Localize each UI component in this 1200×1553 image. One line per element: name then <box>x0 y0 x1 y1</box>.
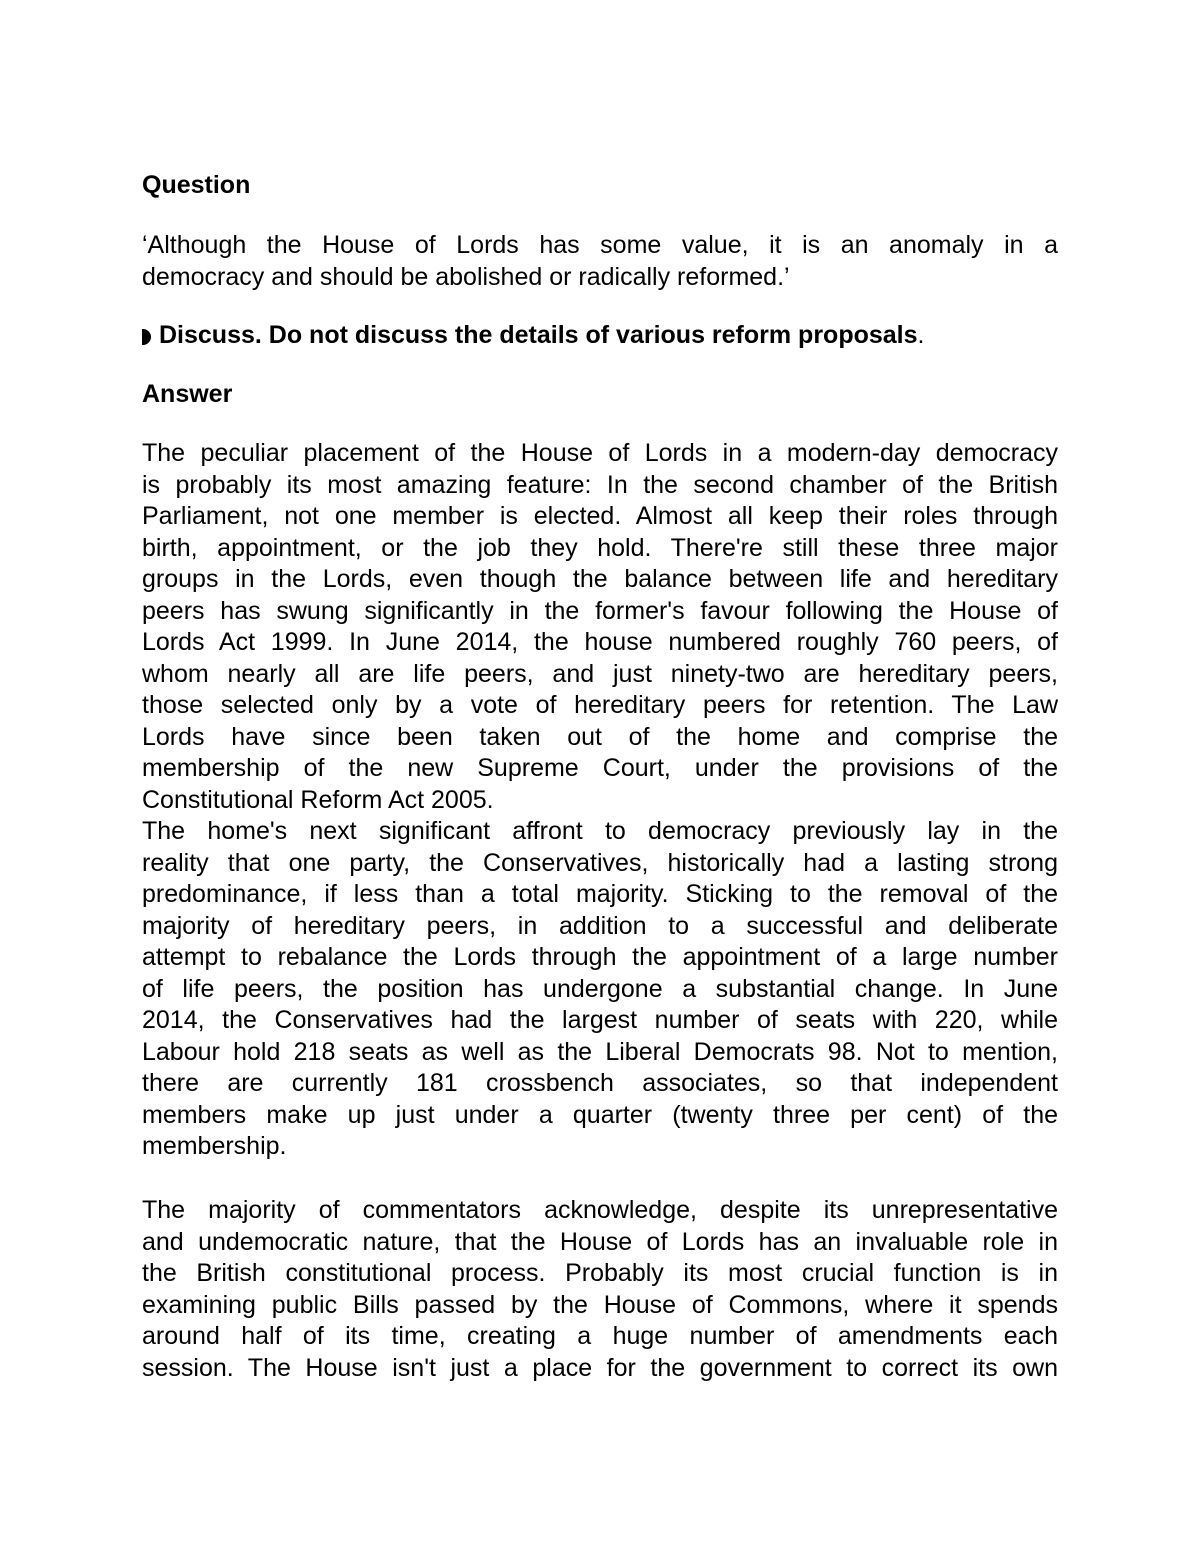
paragraph-line: is probably its most amazing feature: In the second chamber of the British <box>142 470 1058 499</box>
paragraph-line: there are currently 181 crossbench associates, so that independent <box>142 1069 1058 1097</box>
paragraph-line: Lords have since been taken out of the home and comprise the <box>142 722 1058 751</box>
quote-line: democracy and should be abolished or radically reformed.’ <box>142 263 790 291</box>
paragraph-line: The peculiar placement of the House of Lords in a modern-day democracy <box>142 439 1058 467</box>
quote-line: ‘Although the House of Lords has some value, it is an anomaly in a <box>142 231 1058 259</box>
paragraph-line: Constitutional Reform Act 2005. <box>142 785 494 814</box>
instruction-text: Discuss. Do not discuss the details of various reform proposals <box>159 321 918 349</box>
paragraph-line: Lords Act 1999. In June 2014, the house numbered roughly 760 peers, of <box>142 628 1058 656</box>
paragraph-line: the British constitutional process. Probably its most crucial function is in <box>142 1259 1058 1287</box>
paragraph-line: membership. <box>142 1132 287 1160</box>
paragraph-line: of life peers, the position has undergone a substantial change. In June <box>142 974 1058 1003</box>
paragraph-line: Parliament, not one member is elected. Almost all keep their roles through <box>142 502 1058 530</box>
answer-paragraph-3 <box>142 1195 1058 1384</box>
paragraph-line: examining public Bills passed by the House of Commons, where it spends <box>142 1290 1058 1319</box>
paragraph-line: around half of its time, creating a huge number of amendments each <box>142 1322 1058 1350</box>
paragraph-line: birth, appointment, or the job they hold. There're still these three major <box>142 533 1058 562</box>
answer-heading: Answer <box>142 380 233 408</box>
paragraph-line: those selected only by a vote of hereditary peers for retention. The Law <box>142 691 1058 719</box>
paragraph-line: session. The House isn't just a place for the government to correct its own <box>142 1353 1058 1382</box>
paragraph-line: The home's next significant affront to democracy previously lay in the <box>142 817 1058 845</box>
instruction-period: . <box>917 321 925 349</box>
paragraph-line: majority of hereditary peers, in addition to a successful and deliberate <box>142 911 1058 940</box>
paragraph-line: members make up just under a quarter (twenty three per cent) of the <box>142 1100 1058 1129</box>
question-quote <box>142 229 1058 293</box>
paragraph-line: The majority of commentators acknowledge, despite its unrepresentative <box>142 1196 1058 1224</box>
paragraph-line: Labour hold 218 seats as well as the Liberal Democrats 98. Not to mention, <box>142 1037 1058 1066</box>
paragraph-line: membership of the new Supreme Court, under the provisions of the <box>142 754 1058 782</box>
paragraph-line: reality that one party, the Conservatives, historically had a lasting strong <box>142 848 1058 877</box>
paragraph-line: and undemocratic nature, that the House of Lords has an invaluable role in <box>142 1227 1058 1256</box>
paragraph-line: predominance, if less than a total majority. Sticking to the removal of the <box>142 880 1058 908</box>
answer-paragraph-2 <box>142 816 1058 1163</box>
bullet-icon <box>142 329 151 345</box>
paragraph-line: peers has swung significantly in the former's favour following the House of <box>142 596 1058 625</box>
paragraph-line: 2014, the Conservatives had the largest number of seats with 220, while <box>142 1006 1058 1034</box>
paragraph-line: whom nearly all are life peers, and just ninety-two are hereditary peers, <box>142 659 1058 688</box>
answer-paragraph-1 <box>142 438 1058 816</box>
question-heading: Question <box>142 171 251 199</box>
instruction <box>142 320 924 351</box>
paragraph-line: groups in the Lords, even though the balance between life and hereditary <box>142 565 1058 593</box>
paragraph-line: attempt to rebalance the Lords through the appointment of a large number <box>142 943 1058 971</box>
